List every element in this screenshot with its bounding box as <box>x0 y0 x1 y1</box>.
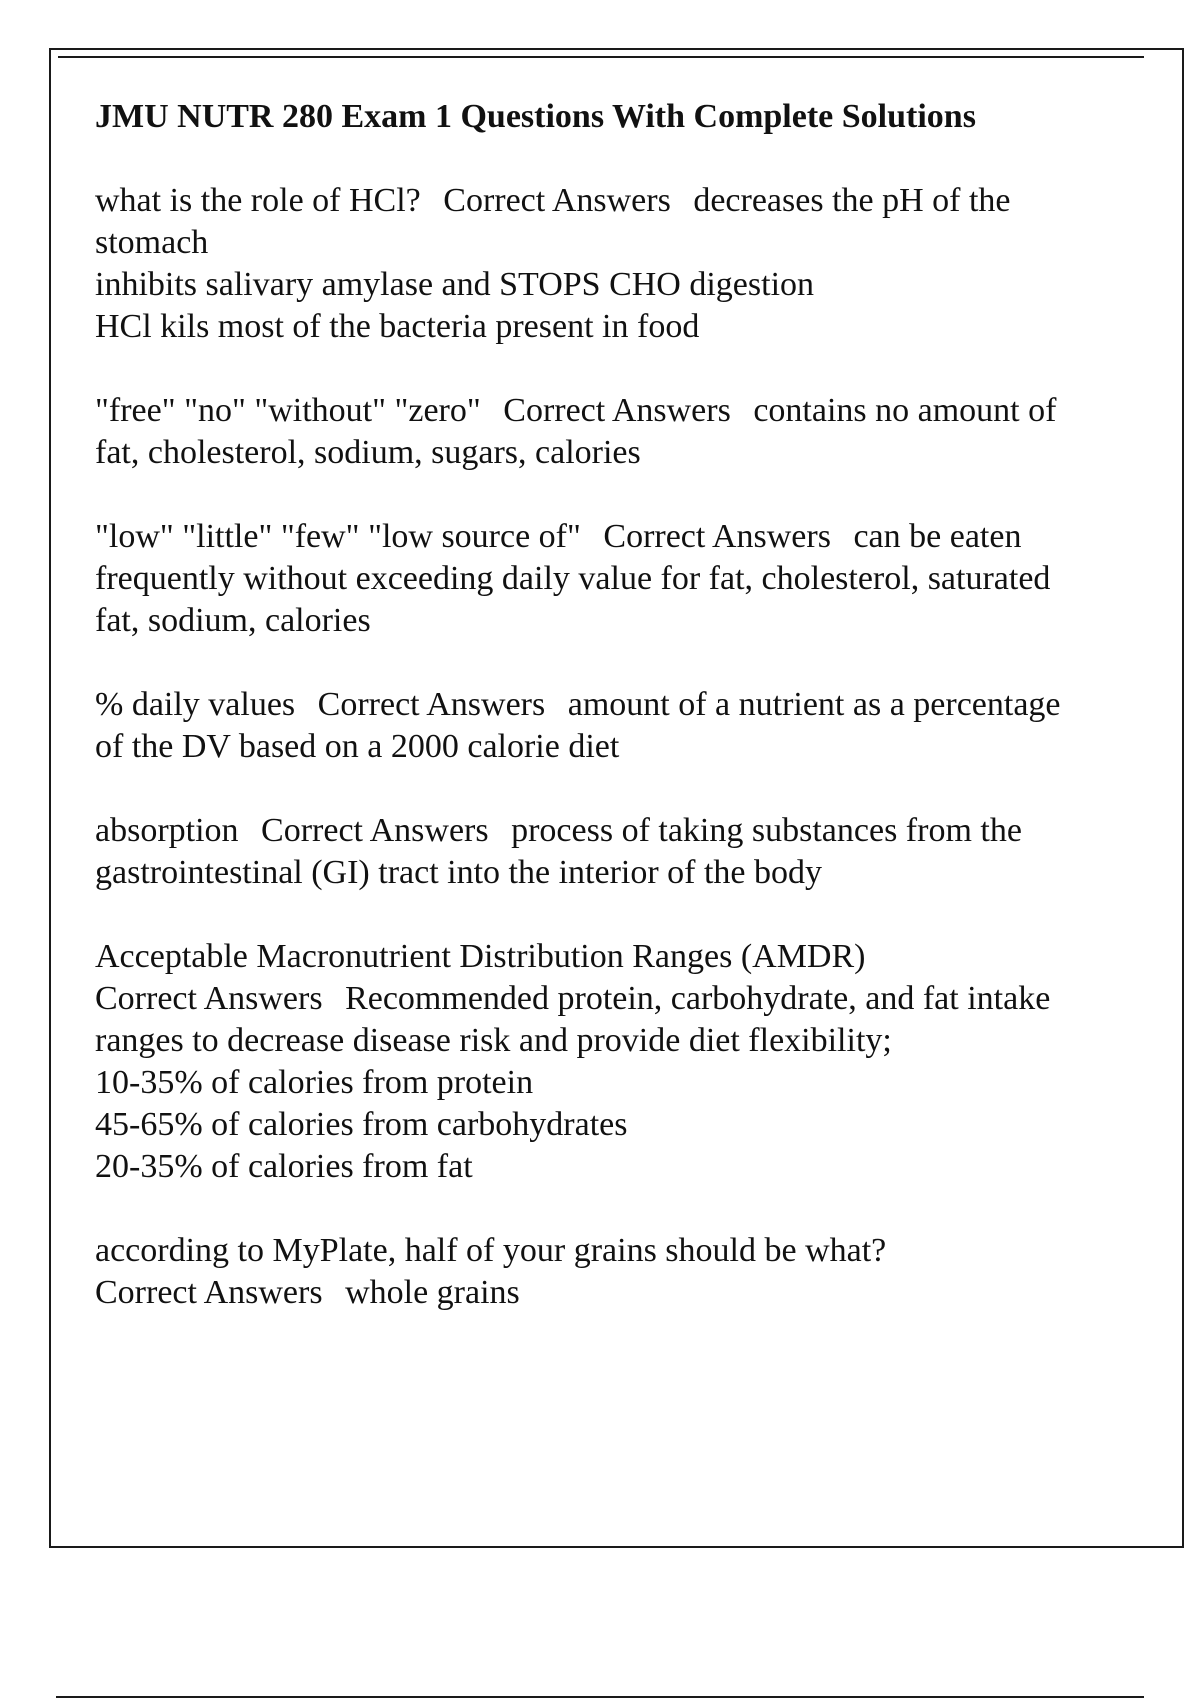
question-text: "free" "no" "without" "zero" <box>95 392 481 429</box>
question-text: % daily values <box>95 686 296 723</box>
answer-marker: Correct Answers <box>95 980 323 1017</box>
answer-marker: Correct Answers <box>261 812 489 849</box>
answer-marker: Correct Answers <box>317 686 546 723</box>
qa-item-amdr <box>95 936 1085 1188</box>
answer-text: 20-35% of calories from fat <box>95 1148 473 1185</box>
answer-text: HCl kils most of the bacteria present in food <box>95 308 700 345</box>
qa-item-free-claims <box>95 390 1085 474</box>
bottom-rule <box>56 1696 1144 1698</box>
answer-text: whole grains <box>345 1274 520 1311</box>
document-body <box>95 96 1085 1356</box>
answer-marker: Correct Answers <box>503 392 731 429</box>
qa-item-daily-values <box>95 684 1085 768</box>
answer-text: 10-35% of calories from protein <box>95 1064 534 1101</box>
answer-text: inhibits salivary amylase and STOPS CHO digestion <box>95 266 815 303</box>
answer-text: Recommended protein, carbohydrate, and fat intake ranges to decrease disease risk and provide diet flexibility; <box>95 980 1051 1059</box>
question-text: absorption <box>95 812 239 849</box>
qa-item-hcl <box>95 180 1085 348</box>
top-rule <box>58 56 1144 58</box>
qa-item-low-claims <box>95 516 1085 642</box>
document-title: JMU NUTR 280 Exam 1 Questions With Complete Solutions <box>95 98 976 135</box>
question-text: according to MyPlate, half of your grains should be what? <box>95 1232 887 1269</box>
answer-text: contains no amount of fat, cholesterol, sodium, sugars, calories <box>95 392 1057 471</box>
answer-text: can be eaten frequently without exceeding daily value for fat, cholesterol, saturated fat, sodium, calories <box>95 518 1051 639</box>
question-text: Acceptable Macronutrient Distribution Ranges (AMDR) <box>95 938 866 975</box>
answer-marker: Correct Answers <box>443 182 671 219</box>
answer-text: process of taking substances from the gastrointestinal (GI) tract into the interior of the body <box>95 812 1022 891</box>
qa-item-myplate <box>95 1230 1085 1314</box>
answer-text: 45-65% of calories from carbohydrates <box>95 1106 628 1143</box>
answer-text: decreases the pH of the stomach <box>95 182 1011 261</box>
answer-marker: Correct Answers <box>603 518 831 555</box>
answer-marker: Correct Answers <box>95 1274 323 1311</box>
answer-text: amount of a nutrient as a percentage of the DV based on a 2000 calorie diet <box>95 686 1061 765</box>
question-text: "low" "little" "few" "low source of" <box>95 518 581 555</box>
qa-item-absorption <box>95 810 1085 894</box>
question-text: what is the role of HCl? <box>95 182 421 219</box>
